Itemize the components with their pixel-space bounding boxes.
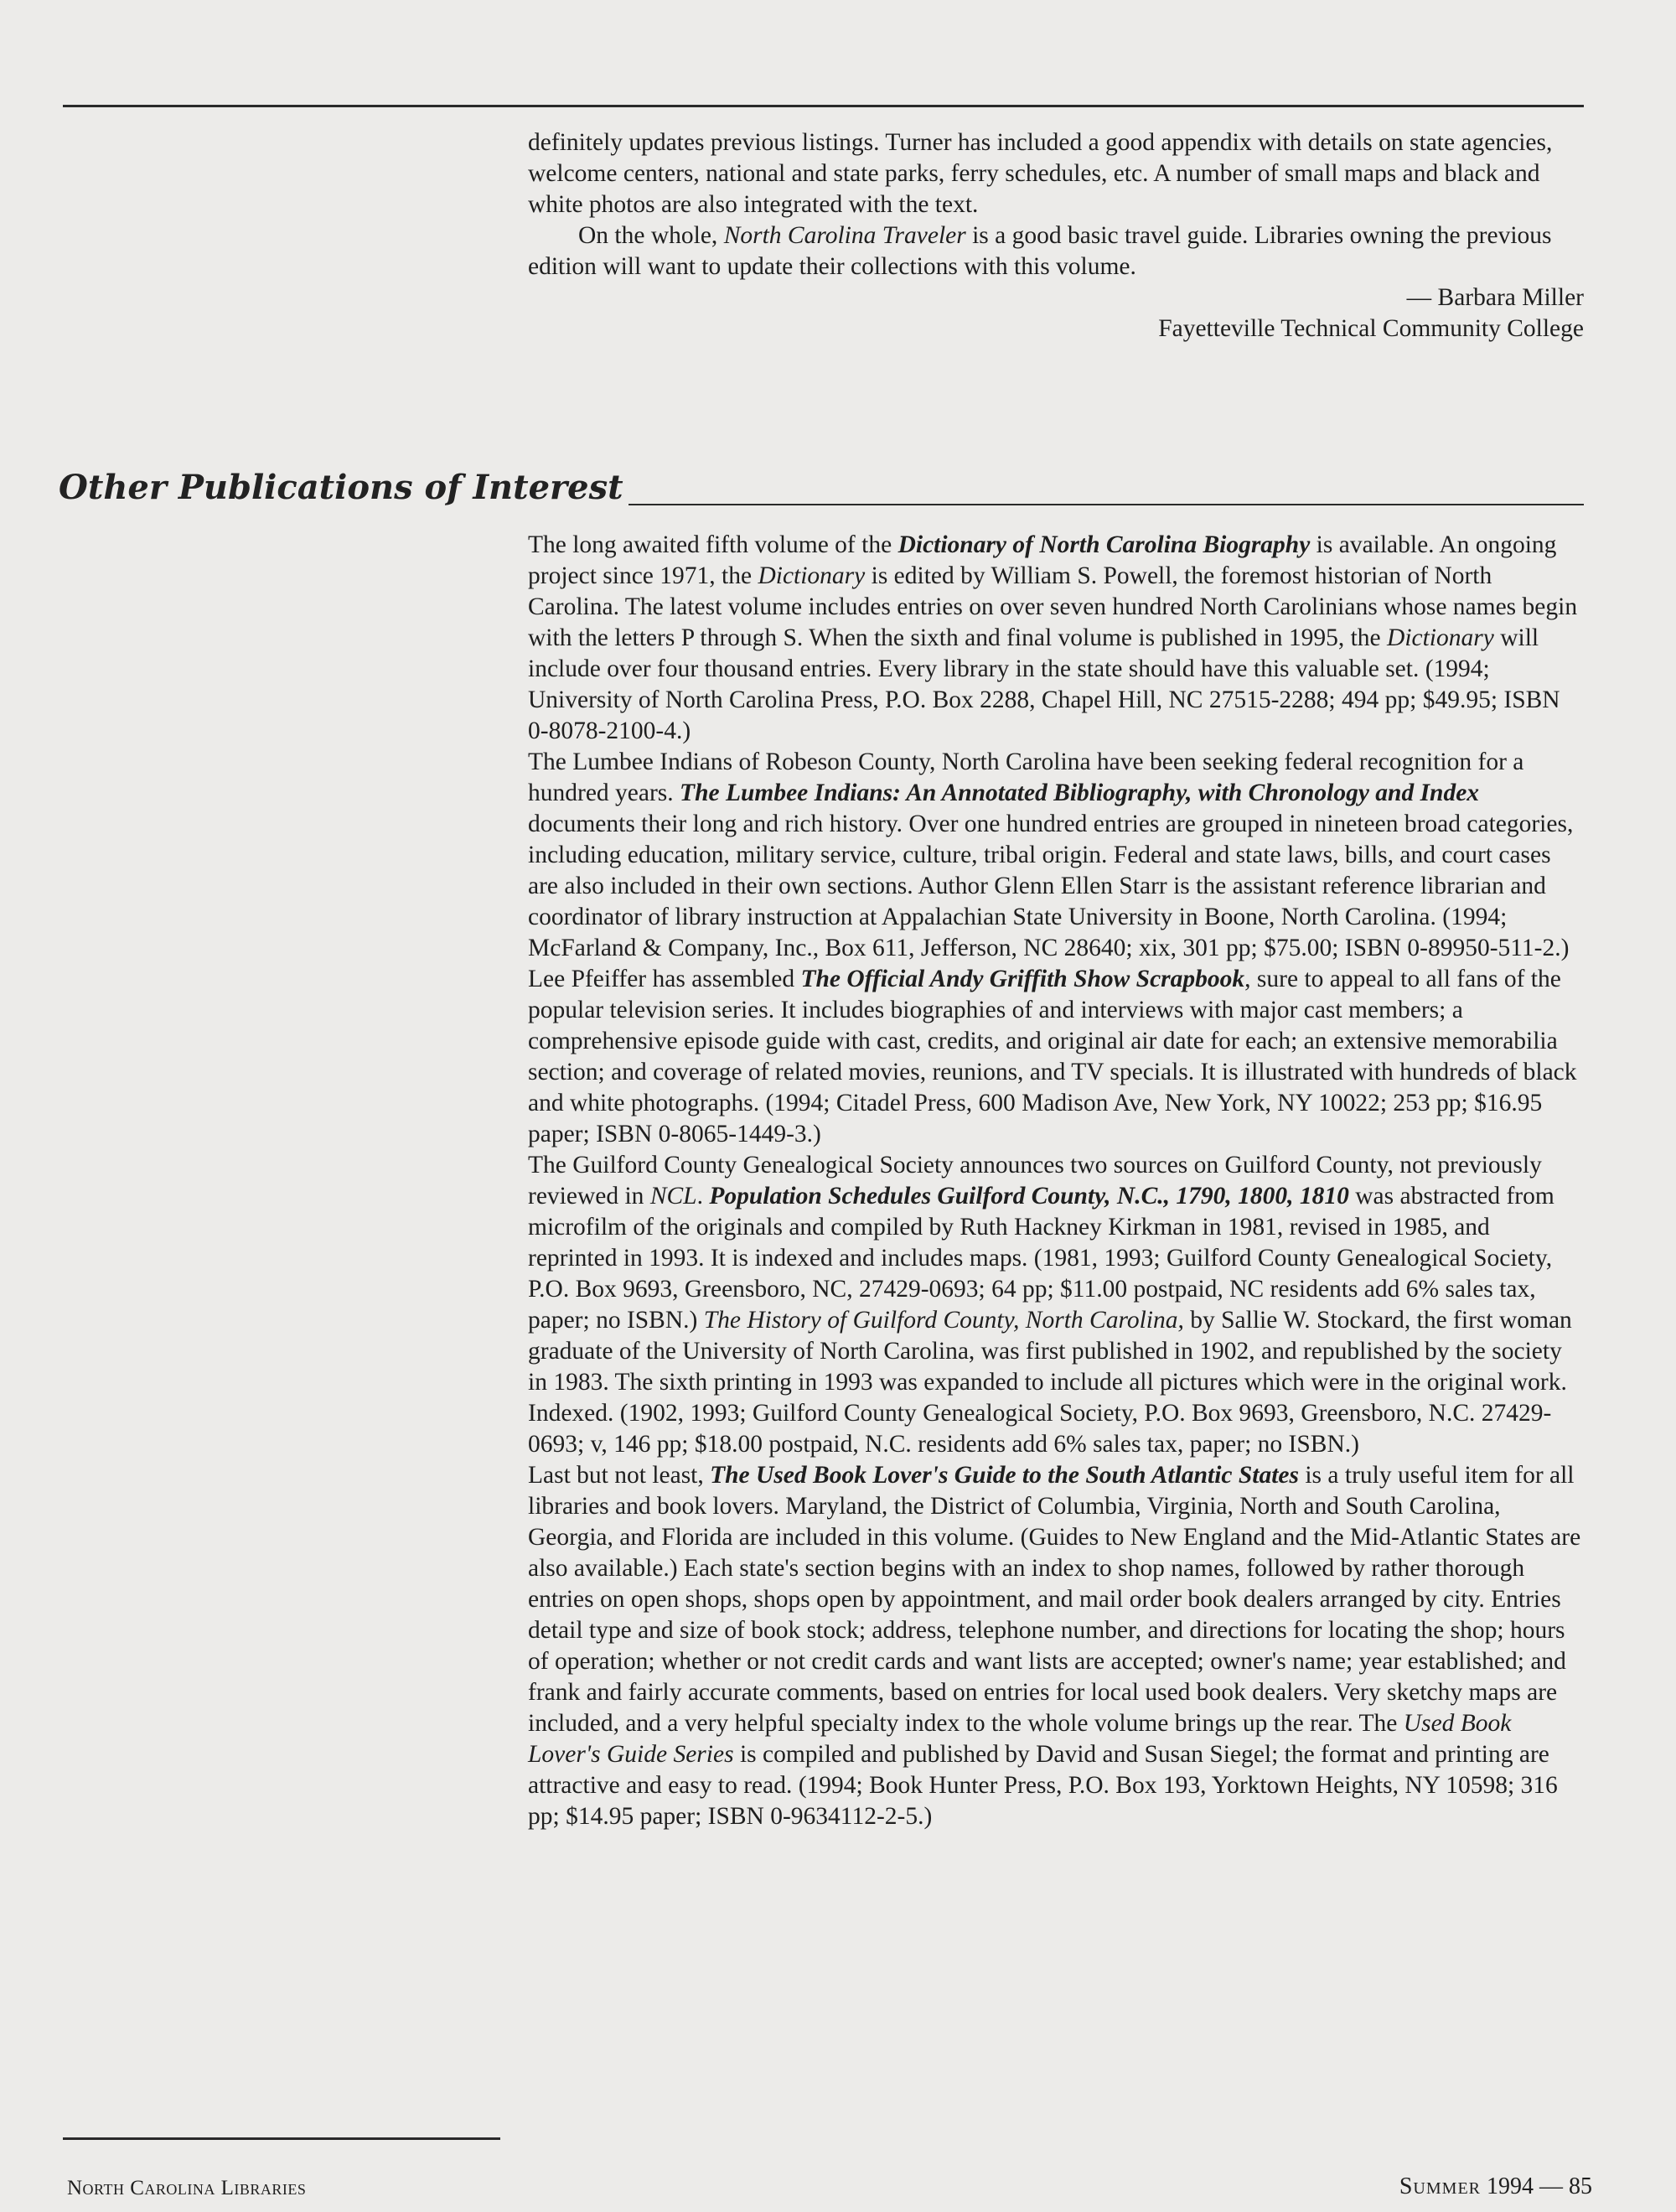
entry-italic: Used Book Lover's Guide Series bbox=[528, 1710, 1512, 1768]
entry-text: , sure to appeal to all fans of the popular television series. It includes biographies of and interviews with major cast members; a comprehensive episode guide with cast, credits, and original air date for each; an extensive memorabilia section; and coverage of related movies, reunions, and TV specials. It is illustrated with hundreds of black and white photographs. (1994; Citadel Press, 600 Madison Ave, New York, NY 10022; 253 pp; $16.95 paper; ISBN 0-8065-1449-3.) bbox=[528, 966, 1577, 1147]
publications-list bbox=[528, 530, 1584, 1832]
continued-review bbox=[528, 127, 1584, 344]
entry-dictionary-nc-biography bbox=[528, 530, 1584, 747]
entry-title: Population Schedules Guilford County, N.C., 1790, 1800, 1810 bbox=[709, 1183, 1349, 1210]
entry-text: is a truly useful item for all libraries and book lovers. Maryland, the District of Columbia, Virginia, North and South Carolina, Georgia, and Florida are included in this volume. (Guides to New England and the Mid-Atlantic States are also available.) Each state's section begins with an index to shop names, followed by rather thorough entries on open shops, shops open by appointment, and mail order book dealers arranged by city. Entries detail type and size of book stock; address, telephone number, and directions for locating the shop; hours of operation; whether or not credit cards and want lists are accepted; owner's name; year established; and frank and fairly accurate comments, based on entries for local used book dealers. Very sketchy maps are included, and a very helpful specialty index to the whole volume brings up the rear. The bbox=[528, 1462, 1581, 1737]
top-rule bbox=[63, 105, 1584, 107]
continued-paragraph: definitely updates previous listings. Turner has included a good appendix with details on state agencies, welcome centers, national and state parks, ferry schedules, etc. A number of small maps and black and white photos are also integrated with the text. bbox=[528, 129, 1553, 218]
reviewer-affiliation: Fayetteville Technical Community College bbox=[1158, 315, 1584, 342]
bottom-rule bbox=[63, 2137, 500, 2140]
entry-text: is compiled and published by David and Susan Siegel; the format and printing are attractive and easy to read. (1994; Book Hunter Press, P.O. Box 193, Yorktown Heights, NY 10598; 316 pp; $14.95 paper; ISBN 0-9634112-2-5.) bbox=[528, 1741, 1558, 1830]
section-header bbox=[59, 463, 1584, 513]
entry-text: . bbox=[696, 1183, 710, 1210]
entry-text: Last but not least, bbox=[528, 1462, 711, 1489]
entry-title: The Official Andy Griffith Show Scrapbook bbox=[800, 966, 1245, 992]
entry-title: Dictionary of North Carolina Biography bbox=[897, 531, 1311, 558]
closing-text-post: is a good basic travel guide. Libraries owning the previous edition will want to update their collections with this volume. bbox=[528, 222, 1552, 280]
entry-text: Lee Pfeiffer has assembled bbox=[528, 966, 801, 992]
entry-title: The Used Book Lover's Guide to the South Atlantic States bbox=[710, 1462, 1299, 1489]
entry-guilford-county bbox=[528, 1150, 1584, 1460]
footer-journal-name: North Carolina Libraries bbox=[67, 2177, 307, 2199]
closing-text-pre: On the whole, bbox=[578, 222, 724, 249]
book-title-north-carolina-traveler: North Carolina Traveler bbox=[723, 222, 966, 249]
section-title: Other Publications of Interest bbox=[59, 463, 628, 513]
entry-used-book-lovers-guide bbox=[528, 1460, 1584, 1832]
entry-text: by Sallie W. Stockard, the first woman graduate of the University of North Carolina, was first published in 1902, and republished by the society in 1983. The sixth printing in 1993 was expanded to include all pictures which were in the original work. Indexed. (1902, 1993; Guilford County Genealogical Society, P.O. Box 9693, Greensboro, N.C. 27429-0693; v, 146 pp; $18.00 postpaid, N.C. residents add 6% sales tax, paper; no ISBN.) bbox=[528, 1307, 1572, 1458]
entry-text: is edited by William S. Powell, the foremost historian of North Carolina. The latest volume includes entries on over seven hundred North Carolinians whose names begin with the letters P through S. When the sixth and final volume is published in 1995, the bbox=[528, 562, 1578, 651]
entry-italic: The History of Guilford County, North Carolina, bbox=[703, 1307, 1184, 1334]
entry-andy-griffith-scrapbook bbox=[528, 964, 1584, 1150]
entry-text: is available. An ongoing project since 1971, the bbox=[528, 531, 1557, 589]
entry-text: The Guilford County Genealogical Society announces two sources on Guilford County, not previously reviewed in bbox=[528, 1152, 1542, 1210]
entry-italic: Dictionary bbox=[758, 562, 866, 589]
footer-issue bbox=[1399, 2173, 1592, 2200]
footer-season: Summer bbox=[1399, 2173, 1481, 2199]
entry-text: documents their long and rich history. Over one hundred entries are grouped in nineteen broad categories, including education, military service, culture, tribal origin. Federal and state laws, bills, and court cases are also included in their own sections. Author Glenn Ellen Starr is the assistant reference librarian and coordinator of library instruction at Appalachian State University in Boone, North Carolina. (1994; McFarland & Company, Inc., Box 611, Jefferson, NC 28640; xix, 301 pp; $75.00; ISBN 0-89950-511-2.) bbox=[528, 811, 1574, 961]
entry-text: The long awaited fifth volume of the bbox=[528, 531, 898, 558]
closing-paragraph bbox=[528, 220, 1584, 282]
entry-text: The Lumbee Indians of Robeson County, North Carolina have been seeking federal recognition for a hundred years. bbox=[528, 749, 1524, 806]
footer-year-page: 1994 — 85 bbox=[1487, 2173, 1592, 2199]
entry-text: will include over four thousand entries. Every library in the state should have this valuable set. (1994; University of North Carolina Press, P.O. Box 2288, Chapel Hill, NC 27515-2288; 494 pp; $49.95; ISBN 0-8078-2100-4.) bbox=[528, 624, 1560, 744]
entry-title: The Lumbee Indians: An Annotated Bibliography, with Chronology and Index bbox=[680, 780, 1480, 806]
entry-text: was abstracted from microfilm of the originals and compiled by Ruth Hackney Kirkman in 1981, revised in 1985, and reprinted in 1993. It is indexed and includes maps. (1981, 1993; Guilford County Genealogical Society, P.O. Box 9693, Greensboro, NC, 27429-0693; 64 pp; $11.00 postpaid, NC residents add 6% sales tax, paper; no ISBN.) bbox=[528, 1183, 1554, 1334]
entry-italic: Dictionary bbox=[1387, 624, 1494, 651]
entry-lumbee-indians bbox=[528, 747, 1584, 964]
entry-italic: NCL bbox=[649, 1183, 697, 1210]
reviewer-name: — Barbara Miller bbox=[1406, 284, 1584, 311]
